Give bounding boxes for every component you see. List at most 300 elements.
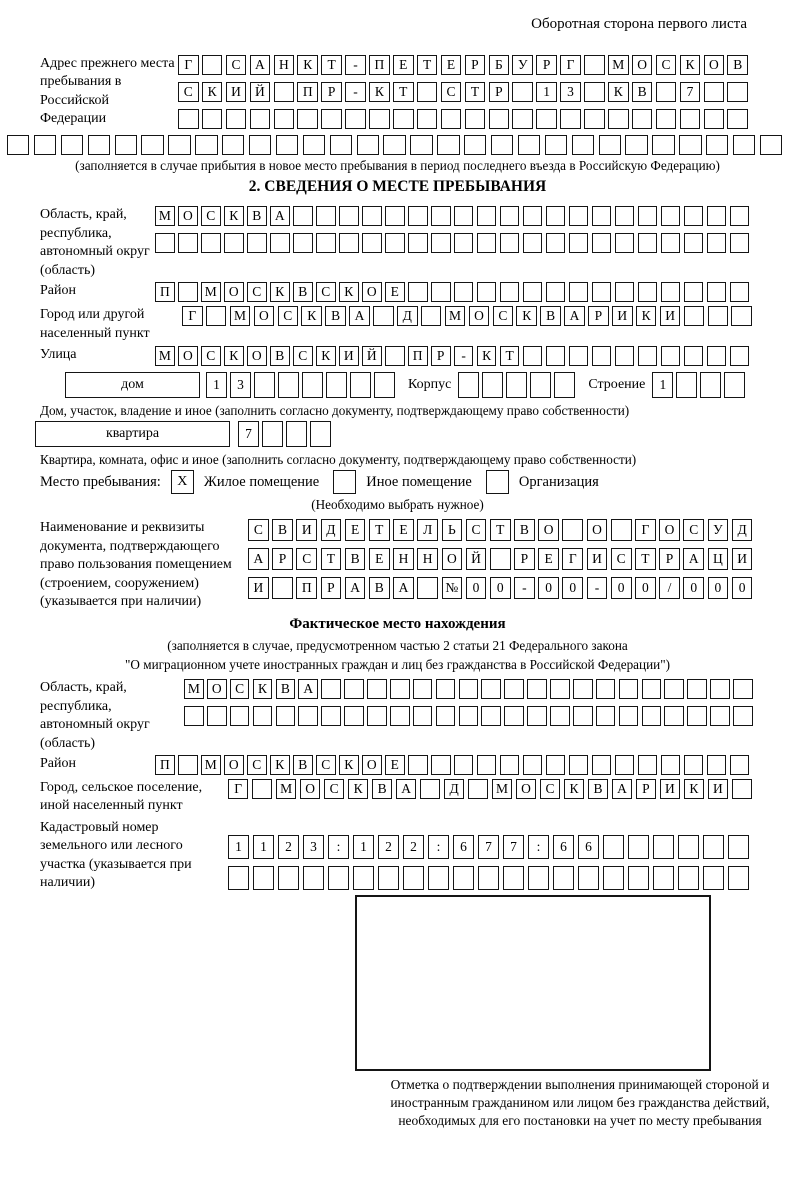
form-cell xyxy=(664,706,684,726)
form-cell: В xyxy=(632,82,653,102)
form-cell xyxy=(437,135,459,155)
form-cell: В xyxy=(270,346,290,366)
form-cell: Е xyxy=(345,519,366,541)
checkbox-inoe xyxy=(333,470,356,494)
form-cell xyxy=(477,282,497,302)
form-cell: П xyxy=(369,55,390,75)
form-cell xyxy=(321,706,341,726)
form-cell: 1 xyxy=(253,835,274,859)
form-cell xyxy=(603,866,624,890)
form-cell xyxy=(316,206,336,226)
form-cell xyxy=(500,755,520,775)
form-cell: А xyxy=(349,306,370,326)
form-cell xyxy=(226,109,247,129)
form-cell: С xyxy=(611,548,632,570)
form-cell: К xyxy=(270,755,290,775)
oblast2-label: Область, край, республика, автономный округ (область) xyxy=(40,680,150,751)
form-cell: О xyxy=(362,282,382,302)
form-cell: 7 xyxy=(478,835,499,859)
kadastr-block xyxy=(40,819,755,893)
form-cell xyxy=(732,779,752,799)
form-cell xyxy=(653,835,674,859)
form-cell: 0 xyxy=(538,577,559,599)
stamp-box xyxy=(355,895,711,1071)
form-cell xyxy=(230,706,250,726)
form-cell: Г xyxy=(635,519,656,541)
form-cell: П xyxy=(297,82,318,102)
form-cell: М xyxy=(608,55,629,75)
form-cell xyxy=(115,135,137,155)
form-cell xyxy=(523,755,543,775)
form-cell: М xyxy=(230,306,251,326)
form-cell: 2 xyxy=(278,835,299,859)
form-cell: С xyxy=(324,779,344,799)
form-cell: 6 xyxy=(553,835,574,859)
form-cell: П xyxy=(155,282,175,302)
form-cell: К xyxy=(339,755,359,775)
form-cell: С xyxy=(683,519,704,541)
prev-address-cells xyxy=(178,55,751,129)
form-cell xyxy=(302,372,323,398)
form-cell: Е xyxy=(369,548,390,570)
form-cell: М xyxy=(201,755,221,775)
form-cell: 6 xyxy=(453,835,474,859)
form-cell: 1 xyxy=(206,372,227,398)
form-cell xyxy=(328,866,349,890)
form-cell: : xyxy=(528,835,549,859)
form-cell: П xyxy=(408,346,428,366)
form-cell xyxy=(206,306,227,326)
form-cell: В xyxy=(325,306,346,326)
form-cell xyxy=(297,109,318,129)
form-cell: / xyxy=(659,577,680,599)
form-cell xyxy=(546,282,566,302)
form-cell: М xyxy=(201,282,221,302)
form-cell xyxy=(638,233,658,253)
kvartira-block xyxy=(35,421,755,447)
form-cell xyxy=(546,755,566,775)
form-cell xyxy=(704,109,725,129)
korpus-cells xyxy=(458,372,578,398)
form-cell xyxy=(408,206,428,226)
form-cell: - xyxy=(587,577,608,599)
form-cell xyxy=(656,82,677,102)
stay-type-label: Место пребывания: xyxy=(40,473,161,490)
form-cell xyxy=(730,206,750,226)
form-cell: 0 xyxy=(562,577,583,599)
oblast-label: Область, край, республика, автономный округ (область) xyxy=(40,207,150,278)
form-cell xyxy=(195,135,217,155)
kvartira-note: Квартира, комната, офис и иное (заполнить согласно документу, подтверждающему право собственности) xyxy=(40,452,637,468)
form-cell xyxy=(500,233,520,253)
form-cell: В xyxy=(293,755,313,775)
form-cell: Т xyxy=(417,55,438,75)
form-cell: 1 xyxy=(353,835,374,859)
form-cell: : xyxy=(428,835,449,859)
form-cell xyxy=(661,233,681,253)
form-cell xyxy=(393,109,414,129)
form-cell xyxy=(417,109,438,129)
form-cell: В xyxy=(372,779,392,799)
form-cell: 3 xyxy=(560,82,581,102)
form-cell xyxy=(141,135,163,155)
checkbox-zhiloe: X xyxy=(171,470,194,494)
form-cell xyxy=(596,706,616,726)
form-cell xyxy=(367,679,387,699)
form-cell xyxy=(596,679,616,699)
form-cell: К xyxy=(301,306,322,326)
form-cell xyxy=(730,346,750,366)
kvartira-cells xyxy=(238,421,334,447)
dom-note: Дом, участок, владение и иное (заполнить согласно документу, подтверждающему право собственности) xyxy=(40,402,630,418)
form-cell xyxy=(489,109,510,129)
form-cell xyxy=(362,206,382,226)
form-cell xyxy=(608,109,629,129)
form-cell xyxy=(373,306,394,326)
form-cell: Й xyxy=(362,346,382,366)
form-cell: Й xyxy=(466,548,487,570)
oblast-block xyxy=(40,206,755,280)
form-cell xyxy=(569,282,589,302)
form-cell: С xyxy=(248,519,269,541)
form-cell: № xyxy=(442,577,463,599)
form-cell xyxy=(254,372,275,398)
form-cell: К xyxy=(224,346,244,366)
form-cell xyxy=(178,755,198,775)
form-cell: А xyxy=(248,548,269,570)
form-cell: К xyxy=(202,82,223,102)
form-cell xyxy=(178,233,198,253)
form-cell: К xyxy=(608,82,629,102)
form-cell: 0 xyxy=(466,577,487,599)
form-cell xyxy=(383,135,405,155)
form-cell: О xyxy=(247,346,267,366)
form-cell xyxy=(303,866,324,890)
form-cell xyxy=(503,866,524,890)
form-cell xyxy=(490,548,511,570)
form-cell xyxy=(228,866,249,890)
form-cell xyxy=(202,55,223,75)
form-cell xyxy=(464,135,486,155)
prev-address-note: (заполняется в случае прибытия в новое место пребывания в период последнего въезда в Российскую Федерацию) xyxy=(75,158,720,173)
form-cell: - xyxy=(345,55,366,75)
form-cell: 0 xyxy=(611,577,632,599)
form-cell xyxy=(454,282,474,302)
form-cell: С xyxy=(441,82,462,102)
form-cell: 1 xyxy=(228,835,249,859)
form-cell: Т xyxy=(490,519,511,541)
form-cell: К xyxy=(684,779,704,799)
form-cell xyxy=(321,109,342,129)
raion-block xyxy=(40,282,755,302)
form-cell: Г xyxy=(228,779,248,799)
form-cell xyxy=(481,679,501,699)
form-cell: И xyxy=(296,519,317,541)
form-cell: С xyxy=(201,346,221,366)
form-cell: В xyxy=(345,548,366,570)
form-cell: Г xyxy=(560,55,581,75)
form-cell: Е xyxy=(385,755,405,775)
form-cell xyxy=(569,206,589,226)
form-cell: О xyxy=(178,346,198,366)
form-cell xyxy=(584,82,605,102)
oblast-cells xyxy=(155,206,753,253)
form-cell xyxy=(454,206,474,226)
form-cell: 2 xyxy=(378,835,399,859)
form-cell xyxy=(619,706,639,726)
form-cell xyxy=(61,135,83,155)
form-cell: М xyxy=(492,779,512,799)
form-cell xyxy=(632,109,653,129)
form-cell: О xyxy=(178,206,198,226)
form-cell xyxy=(262,421,283,447)
form-cell xyxy=(249,135,271,155)
form-cell xyxy=(178,282,198,302)
form-cell: А xyxy=(396,779,416,799)
form-cell: И xyxy=(248,577,269,599)
form-cell xyxy=(710,679,730,699)
form-cell xyxy=(478,866,499,890)
document-label: Наименование и реквизиты документа, подтверждающего право пользования помещением (строением, сооружением) (указывается при наличии) xyxy=(40,520,232,610)
form-cell: К xyxy=(369,82,390,102)
prev-address-row-2 xyxy=(178,82,751,102)
form-cell xyxy=(482,372,503,398)
form-cell xyxy=(615,282,635,302)
form-cell: Е xyxy=(385,282,405,302)
form-cell xyxy=(638,346,658,366)
form-cell: К xyxy=(680,55,701,75)
form-cell xyxy=(512,82,533,102)
form-cell xyxy=(518,135,540,155)
form-cell xyxy=(454,755,474,775)
form-cell xyxy=(615,233,635,253)
form-cell xyxy=(656,109,677,129)
form-cell xyxy=(303,135,325,155)
form-cell xyxy=(731,306,752,326)
form-cell: М xyxy=(184,679,204,699)
form-cell xyxy=(523,233,543,253)
form-cell xyxy=(385,206,405,226)
form-cell: С xyxy=(316,282,336,302)
stroenie-label: Строение xyxy=(588,376,646,392)
gorod2-row xyxy=(228,779,756,799)
form-cell: Ц xyxy=(708,548,729,570)
form-cell: А xyxy=(683,548,704,570)
form-cell xyxy=(270,233,290,253)
form-cell xyxy=(250,109,271,129)
actual-location-title: Фактическое место нахождения xyxy=(289,615,506,632)
form-cell xyxy=(628,866,649,890)
form-cell xyxy=(684,755,704,775)
raion2-row xyxy=(155,755,753,775)
form-cell: Р xyxy=(489,82,510,102)
form-cell xyxy=(573,706,593,726)
form-cell: 1 xyxy=(652,372,673,398)
form-cell xyxy=(276,135,298,155)
form-cell: 0 xyxy=(732,577,753,599)
form-cell xyxy=(272,577,293,599)
form-cell: А xyxy=(270,206,290,226)
form-cell: О xyxy=(442,548,463,570)
form-cell: А xyxy=(564,306,585,326)
form-cell xyxy=(350,372,371,398)
form-cell: Г xyxy=(178,55,199,75)
prev-address-row-4 xyxy=(7,135,755,155)
form-cell: - xyxy=(345,82,366,102)
form-cell: Л xyxy=(417,519,438,541)
form-cell xyxy=(321,679,341,699)
form-cell xyxy=(385,233,405,253)
form-cell xyxy=(642,679,662,699)
form-cell: Р xyxy=(536,55,557,75)
form-cell xyxy=(707,233,727,253)
form-cell xyxy=(733,135,755,155)
form-cell xyxy=(253,706,273,726)
form-cell: Д xyxy=(444,779,464,799)
form-cell: О xyxy=(516,779,536,799)
kadastr-label: Кадастровый номер земельного или лесного участка (указывается при наличии) xyxy=(40,819,192,891)
form-cell xyxy=(420,779,440,799)
form-cell xyxy=(560,109,581,129)
document-row-1 xyxy=(248,519,756,541)
form-cell: В xyxy=(514,519,535,541)
form-cell: В xyxy=(293,282,313,302)
form-cell xyxy=(458,372,479,398)
form-cell: В xyxy=(369,577,390,599)
form-cell xyxy=(661,282,681,302)
form-cell xyxy=(481,706,501,726)
form-cell: Т xyxy=(500,346,520,366)
form-cell xyxy=(592,282,612,302)
form-cell xyxy=(459,679,479,699)
ulitsa-label: Улица xyxy=(40,346,77,362)
form-cell xyxy=(353,866,374,890)
form-cell xyxy=(253,866,274,890)
form-cell xyxy=(592,755,612,775)
form-cell: В xyxy=(276,679,296,699)
actual-location-note-2: "О миграционном учете иностранных граждан и лиц без гражданства в Российской Федерации") xyxy=(125,656,670,672)
form-cell xyxy=(369,109,390,129)
form-cell xyxy=(413,706,433,726)
raion2-label: Район xyxy=(40,755,76,771)
form-cell: И xyxy=(226,82,247,102)
form-cell: В xyxy=(540,306,561,326)
form-cell xyxy=(536,109,557,129)
form-cell xyxy=(339,206,359,226)
stay-type-block xyxy=(40,470,755,494)
ulitsa-row xyxy=(155,346,753,366)
form-cell xyxy=(34,135,56,155)
form-cell: Т xyxy=(321,55,342,75)
form-cell xyxy=(642,706,662,726)
form-cell xyxy=(700,372,721,398)
form-cell xyxy=(684,346,704,366)
form-cell: 0 xyxy=(635,577,656,599)
form-cell: К xyxy=(636,306,657,326)
form-cell xyxy=(454,233,474,253)
form-cell: Р xyxy=(272,548,293,570)
form-cell: 0 xyxy=(683,577,704,599)
form-cell: В xyxy=(588,779,608,799)
form-cell: Р xyxy=(659,548,680,570)
form-cell xyxy=(684,206,704,226)
form-cell: М xyxy=(155,346,175,366)
form-cell: С xyxy=(493,306,514,326)
form-cell xyxy=(706,135,728,155)
form-cell xyxy=(252,779,272,799)
form-cell xyxy=(569,346,589,366)
document-block xyxy=(40,519,755,611)
document-cells xyxy=(248,519,756,599)
form-cell xyxy=(678,835,699,859)
kadastr-row-1 xyxy=(228,835,753,859)
form-cell xyxy=(707,755,727,775)
form-cell xyxy=(378,866,399,890)
gorod-block xyxy=(40,306,755,343)
form-cell xyxy=(468,779,488,799)
form-cell xyxy=(523,346,543,366)
prev-address-row-3 xyxy=(178,109,751,129)
form-cell xyxy=(724,372,745,398)
form-cell xyxy=(553,866,574,890)
form-cell: М xyxy=(155,206,175,226)
form-cell xyxy=(708,306,729,326)
form-cell xyxy=(453,866,474,890)
form-cell: Т xyxy=(321,548,342,570)
form-cell: Й xyxy=(250,82,271,102)
form-cell: К xyxy=(316,346,336,366)
form-cell: О xyxy=(254,306,275,326)
form-cell: С xyxy=(540,779,560,799)
form-cell: - xyxy=(514,577,535,599)
form-cell xyxy=(528,866,549,890)
form-cell xyxy=(286,421,307,447)
form-cell: Р xyxy=(321,82,342,102)
form-cell xyxy=(679,135,701,155)
gorod2-label: Город, сельское поселение, иной населенный пункт xyxy=(40,779,203,814)
form-cell xyxy=(603,835,624,859)
form-cell xyxy=(611,519,632,541)
form-cell xyxy=(293,233,313,253)
form-cell xyxy=(410,135,432,155)
form-cell: Р xyxy=(514,548,535,570)
form-cell xyxy=(390,679,410,699)
form-cell xyxy=(569,755,589,775)
form-cell: 7 xyxy=(238,421,259,447)
form-cell xyxy=(687,679,707,699)
form-cell xyxy=(344,679,364,699)
form-cell: У xyxy=(708,519,729,541)
form-cell xyxy=(178,109,199,129)
form-cell: 3 xyxy=(303,835,324,859)
form-cell xyxy=(684,282,704,302)
kvartira-box: квартира xyxy=(35,421,230,447)
form-cell xyxy=(625,135,647,155)
form-cell xyxy=(628,835,649,859)
form-cell xyxy=(661,206,681,226)
form-cell: Е xyxy=(393,55,414,75)
form-cell xyxy=(7,135,29,155)
form-cell xyxy=(491,135,513,155)
form-cell xyxy=(506,372,527,398)
form-cell: Е xyxy=(441,55,462,75)
form-cell: О xyxy=(469,306,490,326)
form-cell xyxy=(222,135,244,155)
form-cell: С xyxy=(201,206,221,226)
form-cell xyxy=(707,282,727,302)
oblast2-cells xyxy=(184,679,756,726)
form-cell xyxy=(224,233,244,253)
